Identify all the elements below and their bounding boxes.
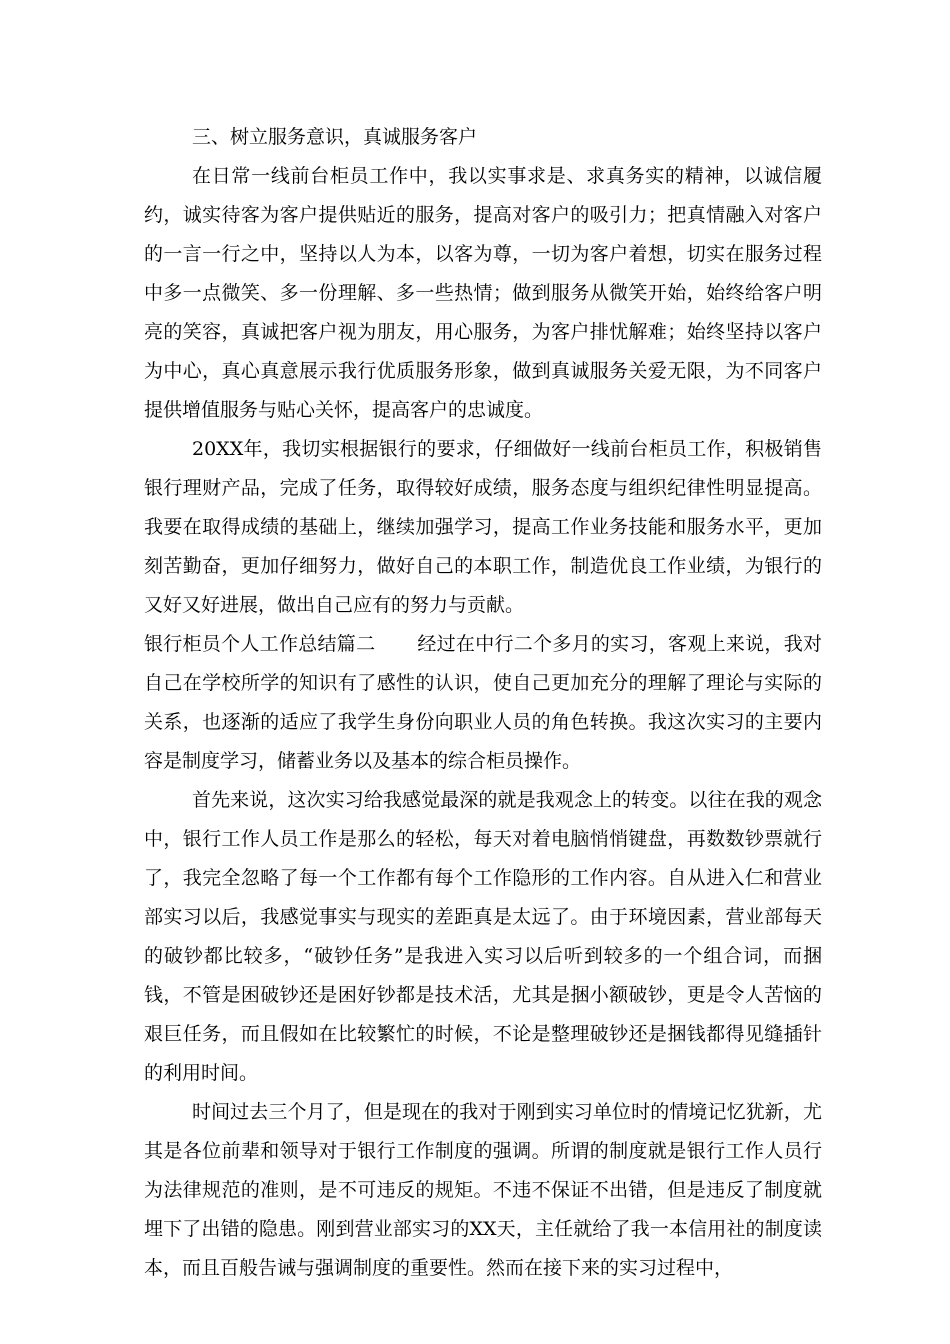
- inline-paragraph-text: 经过在中行二个多月的实习，客观上来说，我对自己在学校所学的知识有了感性的认识，使自己更加充分的理解了理论与实际的关系，也逐渐的适应了我学生身份向职业人员的角色转换。我这次实习的主要内容是制度学习，储蓄业务以及基本的综合柜员操作。: [144, 633, 822, 772]
- paragraph: 首先来说，这次实习给我感觉最深的就是我观念上的转变。以往在我的观念中，银行工作人员工作是那么的轻松，每天对着电脑悄悄键盘，再数数钞票就行了，我完全忽略了每一个工作都有每个工作隐形的工作内容。自从进入仁和营业部实习以后，我感觉事实与现实的差距真是太远了。由于环境因素，营业部每天的破钞都比较多，“破钞任务”是我进入实习以后听到较多的一个组合词，而捆钱，不管是困破钞还是困好钞都是技术活，尤其是捆小额破钞，更是令人苦恼的艰巨任务，而且假如在比较繁忙的时候，不论是整理破钞还是捆钱都得见缝插针的利用时间。: [144, 789, 822, 1084]
- paragraph: 20XX年，我切实根据银行的要求，仔细做好一线前台柜员工作，积极销售银行理财产品，完成了任务，取得较好成绩，服务态度与组织纪律性明显提高。我要在取得成绩的基础上，继续加强学习，提高工作业务技能和服务水平，更加刻苦勤奋，更加仔细努力，做好自己的本职工作，制造优良工作业绩，为银行的又好又好进展，做出自己应有的努力与贡献。: [144, 438, 822, 616]
- inline-heading: 银行柜员个人工作总结篇二: [144, 633, 376, 655]
- paragraph-with-inline-heading: [144, 625, 822, 781]
- paragraph: 在日常一线前台柜员工作中，我以实事求是、求真务实的精神，以诚信履约，诚实待客为客户提供贴近的服务，提高对客户的吸引力；把真情融入对客户的一言一行之中，坚持以人为本，以客为尊，一切为客户着想，切实在服务过程中多一点微笑、多一份理解、多一些热情；做到服务从微笑开始，始终给客户明亮的笑容，真诚把客户视为朋友，用心服务，为客户排忧解难；始终坚持以客户为中心，真心真意展示我行优质服务形象，做到真诚服务关爱无限，为不同客户提供增值服务与贴心关怀，提高客户的忠诚度。: [144, 165, 822, 421]
- section-heading: 三、树立服务意识，真诚服务客户: [192, 126, 478, 148]
- document-body: [144, 118, 822, 1288]
- paragraph: 时间过去三个月了，但是现在的我对于刚到实习单位时的情境记忆犹新，尤其是各位前辈和领导对于银行工作制度的强调。所谓的制度就是银行工作人员行为法律规范的准则，是不可违反的规矩。不违不保证不出错，但是违反了制度就埋下了出错的隐患。刚到营业部实习的XX天，主任就给了我一本信用社的制度读本，而且百般告诫与强调制度的重要性。然而在接下来的实习过程中，: [144, 1101, 822, 1279]
